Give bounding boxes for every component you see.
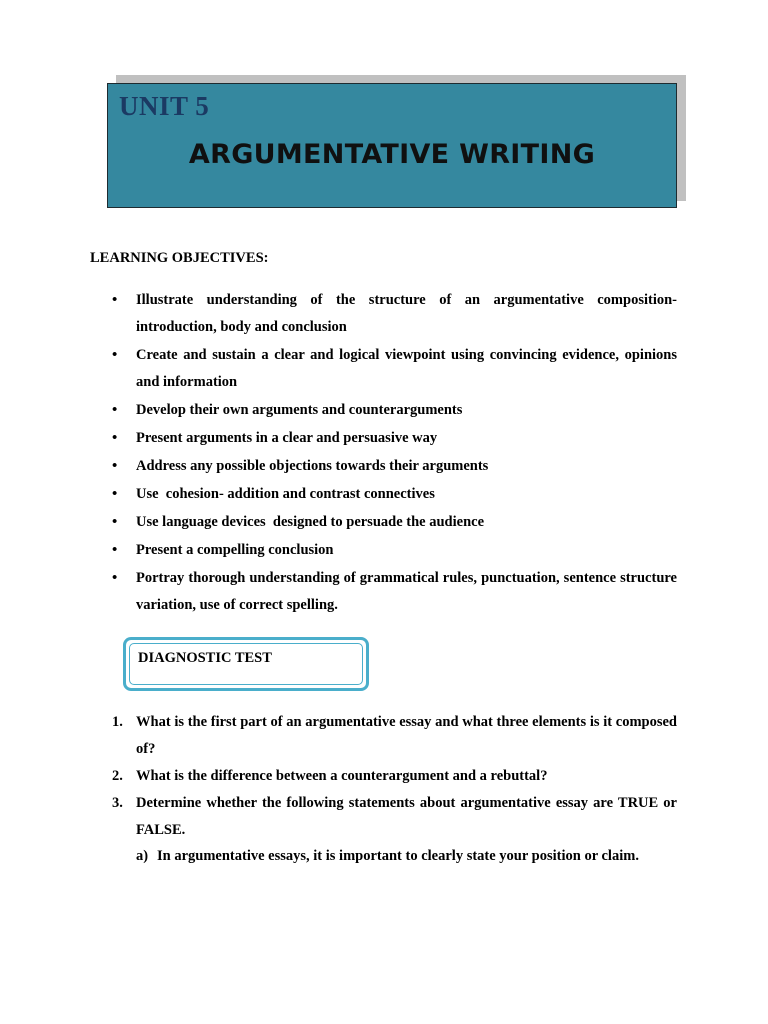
objective-text: Illustrate understanding of the structure of an argumentative composition- introduction, body and conclusion	[136, 292, 677, 335]
question-number: 3.	[112, 795, 123, 811]
question-list	[112, 709, 677, 844]
diagnostic-test-box	[123, 637, 369, 691]
bullet-icon: •	[112, 570, 118, 586]
bullet-icon: •	[112, 347, 118, 363]
bullet-icon: •	[112, 514, 118, 530]
objective-item	[112, 565, 677, 619]
question-number: 1.	[112, 714, 123, 730]
question-item	[112, 790, 677, 844]
learning-objectives-heading: LEARNING OBJECTIVES:	[90, 250, 269, 266]
bullet-icon: •	[112, 402, 118, 418]
objective-text: Address any possible objections towards their arguments	[136, 458, 489, 474]
objective-text: Portray thorough understanding of grammatical rules, punctuation, sentence structure variation, use of correct spelling.	[136, 570, 677, 613]
learning-objectives-list	[112, 287, 677, 620]
bullet-icon: •	[112, 542, 118, 558]
objective-text: Use language devices designed to persuade the audience	[136, 514, 484, 530]
diagnostic-test-label: DIAGNOSTIC TEST	[138, 650, 272, 666]
objective-item	[112, 537, 677, 564]
objective-text: Use cohesion- addition and contrast connectives	[136, 486, 435, 502]
sub-question-list	[112, 843, 677, 870]
objective-item	[112, 425, 677, 452]
sub-question-item	[136, 843, 677, 870]
question-number: 2.	[112, 768, 123, 784]
bullet-icon: •	[112, 430, 118, 446]
unit-number: UNIT 5	[119, 91, 210, 121]
question-text: What is the first part of an argumentative essay and what three elements is it composed of?	[136, 714, 677, 757]
objective-item	[112, 397, 677, 424]
objective-text: Present a compelling conclusion	[136, 542, 334, 558]
objective-item	[112, 453, 677, 480]
unit-title: ARGUMENTATIVE WRITING	[188, 139, 596, 170]
question-text: Determine whether the following statements about argumentative essay are TRUE or FALSE.	[136, 795, 677, 838]
sub-question-text: In argumentative essays, it is important to clearly state your position or claim.	[157, 848, 639, 864]
objective-item	[112, 509, 677, 536]
unit-header-box	[107, 83, 677, 208]
objective-item	[112, 342, 677, 396]
objective-item	[112, 481, 677, 508]
objective-text: Create and sustain a clear and logical viewpoint using convincing evidence, opinions and information	[136, 347, 677, 390]
question-text: What is the difference between a counterargument and a rebuttal?	[136, 768, 548, 784]
objective-item	[112, 287, 677, 341]
bullet-icon: •	[112, 486, 118, 502]
sub-question-letter: a)	[136, 848, 149, 864]
bullet-icon: •	[112, 292, 118, 308]
bullet-icon: •	[112, 458, 118, 474]
question-item	[112, 763, 677, 790]
objective-text: Develop their own arguments and counterarguments	[136, 402, 463, 418]
question-item	[112, 709, 677, 763]
objective-text: Present arguments in a clear and persuasive way	[136, 430, 438, 446]
